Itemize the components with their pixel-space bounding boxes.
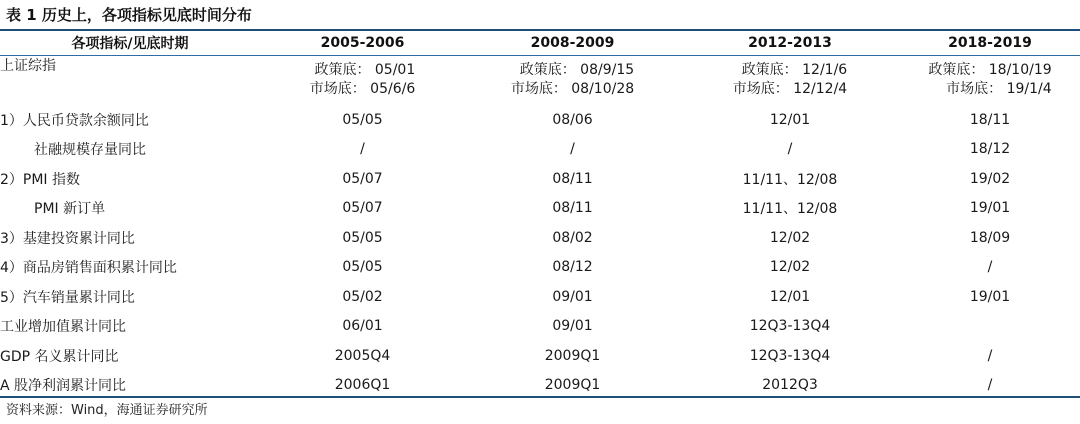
policy-bottom-text: 政策底： 18/10/19 <box>928 62 1052 78</box>
table-cell: 05/05 <box>342 229 383 246</box>
table-row <box>0 105 1080 135</box>
table-cell: 05/07 <box>342 170 383 187</box>
row-label: 上证综指 <box>0 58 56 74</box>
table-cell: 05/07 <box>342 200 383 217</box>
row-label: 5）汽车销量累计同比 <box>0 289 135 306</box>
header-cell: 各项指标/见底时期 <box>71 36 189 52</box>
table-cell <box>900 55 1080 105</box>
table-cell: 06/01 <box>342 318 383 335</box>
table-cell: / <box>987 259 993 276</box>
header-cell: 2008-2009 <box>530 35 615 51</box>
table-cell: 05/05 <box>342 259 383 276</box>
table-cell: / <box>360 141 365 158</box>
table-cell: 08/06 <box>552 111 593 128</box>
table-row <box>0 194 1080 224</box>
table-cell: 12/02 <box>769 229 811 246</box>
header-cell: 2018-2019 <box>948 35 1032 51</box>
row-label: 1）人民币贷款余额同比 <box>0 112 149 129</box>
table-cell: 11/11、12/08 <box>742 171 838 188</box>
table-cell: 18/09 <box>969 229 1011 246</box>
row-label: PMI 新订单 <box>34 201 106 218</box>
table-cell <box>260 55 465 105</box>
table-row <box>0 253 1080 283</box>
row-label: A 股净利润累计同比 <box>0 378 127 395</box>
row-label: 2）PMI 指数 <box>0 171 81 188</box>
table-cell: 19/02 <box>969 170 1011 187</box>
table-cell: 2005Q4 <box>334 347 391 364</box>
row-label: 工业增加值累计同比 <box>0 319 126 336</box>
table-cell: / <box>987 377 993 394</box>
table-cell: 09/01 <box>552 288 593 305</box>
table-cell: 05/02 <box>342 288 383 305</box>
header-cell: 2012-2013 <box>748 35 832 51</box>
table-cell: 09/01 <box>552 318 593 335</box>
row-label: 社融规模存量同比 <box>34 142 146 159</box>
table-cell: 12Q3-13Q4 <box>749 318 831 335</box>
table-cell: 08/11 <box>552 170 593 187</box>
header-cell: 2005-2006 <box>320 35 405 51</box>
table-row <box>0 341 1080 371</box>
policy-bottom-text: 政策底： 08/9/15 <box>519 62 635 78</box>
indicator-bottom-table <box>0 31 1080 400</box>
table-cell: 11/11、12/08 <box>742 201 838 218</box>
row-label: 4）商品房销售面积累计同比 <box>0 260 177 277</box>
market-bottom-text: 市场底： 19/1/4 <box>946 81 1052 97</box>
table-cell: 2009Q1 <box>544 377 601 394</box>
table-cell <box>680 55 900 105</box>
table-cell: 08/12 <box>552 259 593 276</box>
table-row <box>0 223 1080 253</box>
table-caption: 表 1 历史上，各项指标见底时间分布 <box>6 6 252 24</box>
table-cell: 05/05 <box>342 111 383 128</box>
policy-bottom-text: 政策底： 05/01 <box>314 62 416 78</box>
table-cell: 08/11 <box>552 200 593 217</box>
source-note: 资料来源：Wind，海通证券研究所 <box>6 403 208 418</box>
table-cell: / <box>570 141 575 158</box>
table-cell: / <box>987 347 993 364</box>
table-cell: / <box>787 141 793 158</box>
table-row <box>0 55 1080 105</box>
policy-bottom-text: 政策底： 12/1/6 <box>741 62 848 78</box>
table-row <box>0 312 1080 342</box>
table-cell <box>900 312 1080 342</box>
table-row <box>0 135 1080 165</box>
table-cell: 12/01 <box>769 288 811 305</box>
table-header-row <box>0 31 1080 55</box>
table-bottom-rule <box>0 396 1080 398</box>
table-cell: 18/11 <box>969 111 1011 128</box>
table-cell: 19/01 <box>969 288 1011 305</box>
table-cell: 12Q3-13Q4 <box>749 347 831 364</box>
row-label: 3）基建投资累计同比 <box>0 230 135 247</box>
table-cell: 12/02 <box>769 259 811 276</box>
table-cell: 2006Q1 <box>334 377 391 394</box>
table-row <box>0 164 1080 194</box>
table-cell: 18/12 <box>969 141 1011 158</box>
table-cell: 12/01 <box>769 111 811 128</box>
table-cell: 2009Q1 <box>544 347 601 364</box>
market-bottom-text: 市场底： 08/10/28 <box>510 81 635 97</box>
market-bottom-text: 市场底： 05/6/6 <box>309 81 416 97</box>
table-cell: 19/01 <box>969 200 1011 217</box>
table-cell: 2012Q3 <box>762 377 818 394</box>
table-cell: 08/02 <box>552 229 593 246</box>
row-label: GDP 名义累计同比 <box>0 348 119 365</box>
table-row <box>0 282 1080 312</box>
market-bottom-text: 市场底： 12/12/4 <box>732 81 848 97</box>
table-cell <box>465 55 680 105</box>
